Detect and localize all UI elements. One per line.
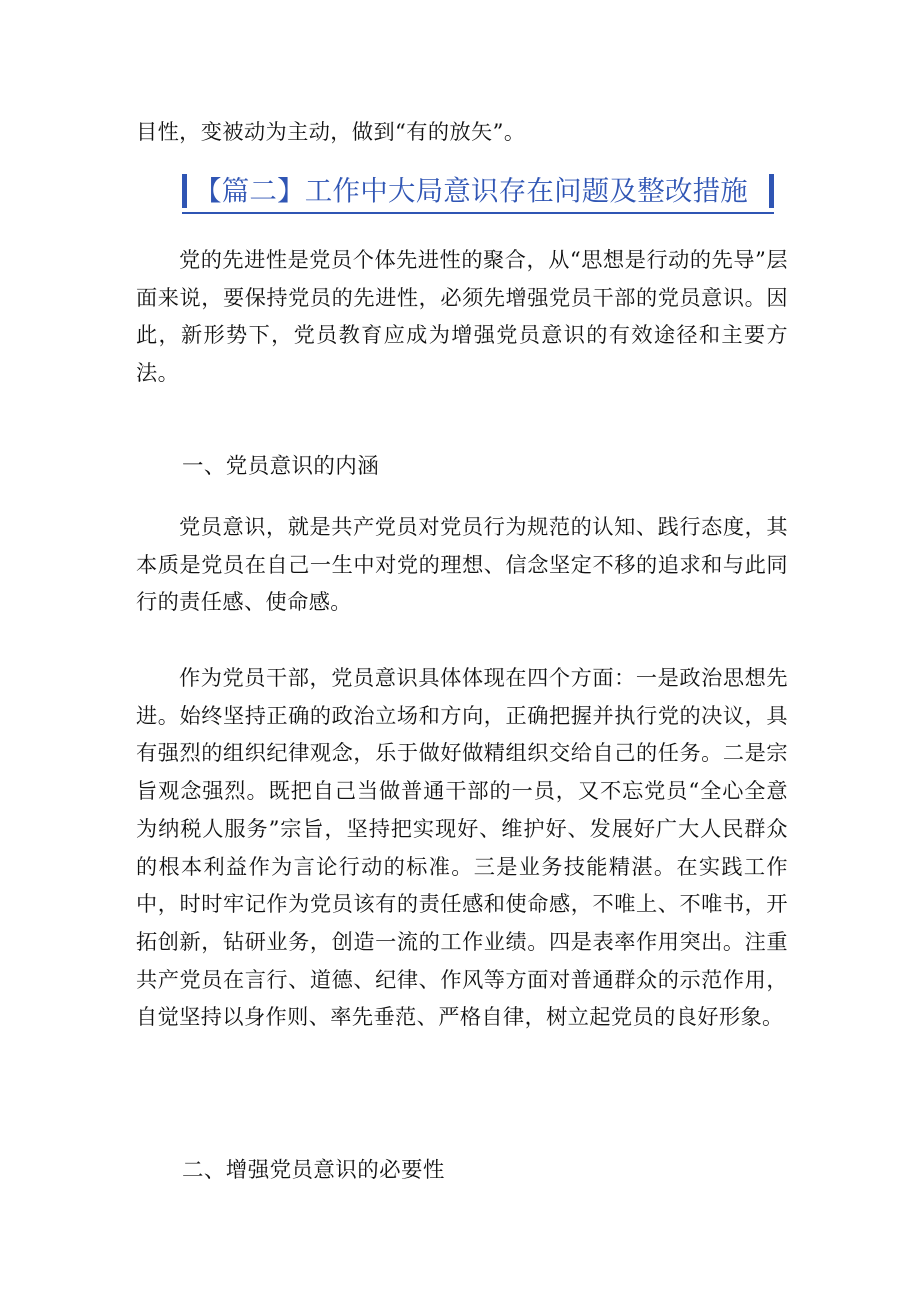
title-left-bar bbox=[182, 174, 187, 208]
section-title: 【篇二】工作中大局意识存在问题及整改措施 bbox=[194, 175, 748, 207]
title-right-bar bbox=[769, 174, 774, 208]
heading-necessity: 二、增强党员意识的必要性 bbox=[182, 1158, 445, 1183]
paragraph-definition: 党员意识，就是共产党员对党员行为规范的认知、践行态度，其本质是党员在自己一生中对党的理想、信念坚定不移的追求和与此同行的责任感、使命感。 bbox=[136, 514, 788, 615]
paragraph-four-aspects: 作为党员干部，党员意识具体体现在四个方面：一是政治思想先进。始终坚持正确的政治立场和方向，正确把握并执行党的决议，具有强烈的组织纪律观念，乐于做好做精组织交给自己的任务。二是宗旨观念强烈。既把自己当做普通干部的一员，又不忘党员“全心全意为纳税人服务”宗旨，坚持把实现好、维护好、发展好广大人民群众的根本利益作为言论行动的标准。三是业务技能精湛。在实践工作中，时时牢记作为党员该有的责任感和使命感，不唯上、不唯书，开拓创新，钻研业务，创造一流的工作业绩。四是表率作用突出。注重共产党员在言行、道德、纪律、作风等方面对普通群众的示范作用，自觉坚持以身作则、率先垂范、严格自律，树立起党员的良好形象。 bbox=[136, 665, 788, 1030]
heading-party-awareness-meaning: 一、党员意识的内涵 bbox=[182, 454, 380, 479]
opening-line: 目性，变被动为主动，做到“有的放矢”。 bbox=[136, 119, 526, 144]
intro-paragraph: 党的先进性是党员个体先进性的聚合，从“思想是行动的先导”层面来说，要保持党员的先进性，必须先增强党员干部的党员意识。因此，新形势下，党员教育应成为增强党员意识的有效途径和主要方法。 bbox=[136, 247, 788, 386]
section-title-banner bbox=[182, 172, 774, 214]
